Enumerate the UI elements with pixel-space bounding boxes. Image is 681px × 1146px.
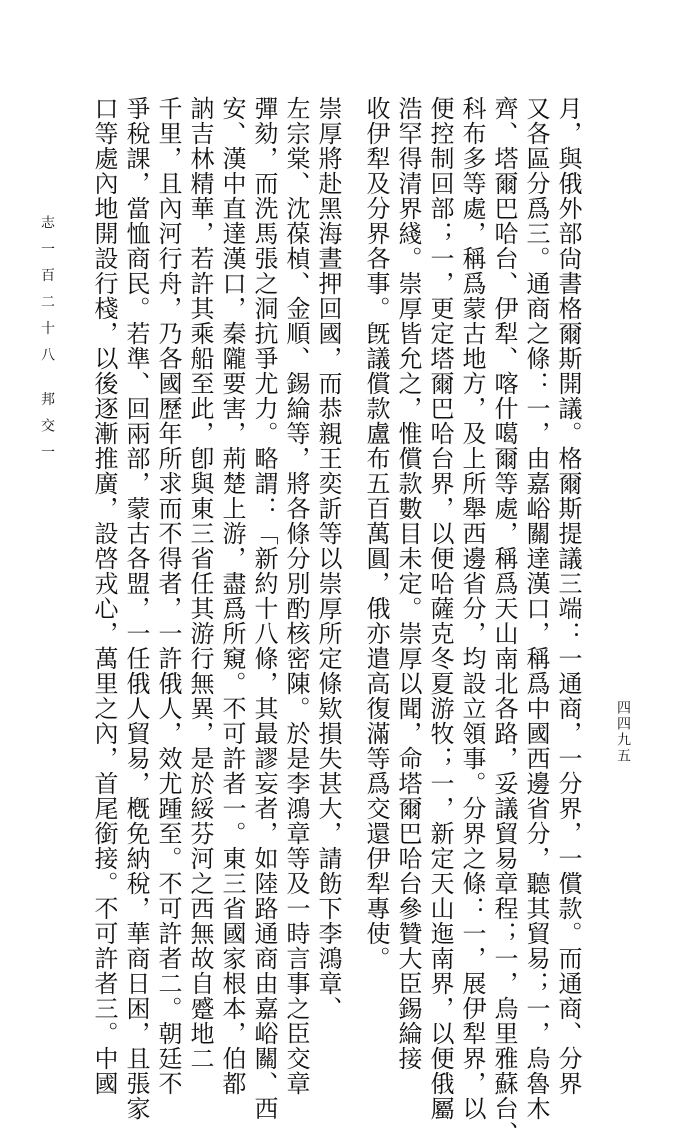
- text-column-9: 左宗棠、沈葆楨、金順、錫綸等，將各條分別酌核密陳。於是李鴻章等及一時言事之臣交章: [282, 96, 310, 1096]
- text-column-13: 千里，且內河行舟，乃各國歷年所求而不得者，一許俄人，效尤踵至。不可許者二。朝廷不: [154, 96, 182, 1096]
- text-column-6: 浩罕得清界綫。崇厚皆允之，惟償款數目未定。崇厚以聞，命塔爾巴哈台參贊大臣錫綸接: [394, 96, 422, 1071]
- text-column-3: 齊、塔爾巴哈台、伊犁、喀什噶爾等處，稱爲天山南北各路，妥議貿易章程；一，烏里雅蘇台、: [490, 96, 518, 1146]
- chapter-margin-note: 志 一 百 二 十 八 邦 交 一: [39, 215, 55, 463]
- text-column-15: 口等處內地開設行棧，以後逐漸推廣，設啓戎心，萬里之內，首尾銜接。不可許者三。中國: [90, 96, 118, 1096]
- text-column-10: 彈劾，而洗馬張之洞抗爭尤力。略謂：「新約十八條，其最謬妄者，如陸路通商由嘉峪關、西: [250, 96, 278, 1121]
- text-column-1: 月，與俄外部尙書格爾斯開議。格爾斯提議三端：一通商，一分界，一償款。而通商、分界: [554, 96, 582, 1096]
- page-number: 四四九五: [615, 700, 631, 764]
- text-column-7: 收伊犁及分界各事。旣議償款盧布五百萬圓，俄亦遣高復滿等爲交還伊犁專使。: [362, 96, 390, 971]
- text-column-8: 崇厚將赴黑海晝押回國，而恭親王奕訢等以崇厚所定條欵損失甚大，請飭下李鴻章、: [314, 96, 342, 1021]
- text-column-12: 訥吉林精華，若許其乘船至此，卽與東三省任其游行無異，是於綏芬河之西無故自蹙地二: [186, 96, 214, 1071]
- text-column-5: 便控制回部；一，更定塔爾巴哈台界，以便哈薩克冬夏游牧；一，新定天山迤南界，以便俄屬: [426, 96, 454, 1121]
- text-column-14: 爭稅課，當恤商民。若準、回兩部，蒙古各盟，一任俄人貿易，槪免納稅，華商日困，且張家: [122, 96, 150, 1121]
- text-column-4: 科布多等處，稱爲蒙古地方，及上所舉西邊省分，均設立領事。分界之條：一，展伊犁界，以: [458, 96, 486, 1121]
- text-column-2: 又各區分爲三。通商之條：一，由嘉峪關達漢口，稱爲中國西邊省分，聽其貿易；一，烏魯木: [522, 96, 550, 1121]
- text-column-11: 安、漢中直達漢口，秦隴要害，荊楚上游，盡爲所窺。不可許者一。東三省國家根本，伯都: [218, 96, 246, 1096]
